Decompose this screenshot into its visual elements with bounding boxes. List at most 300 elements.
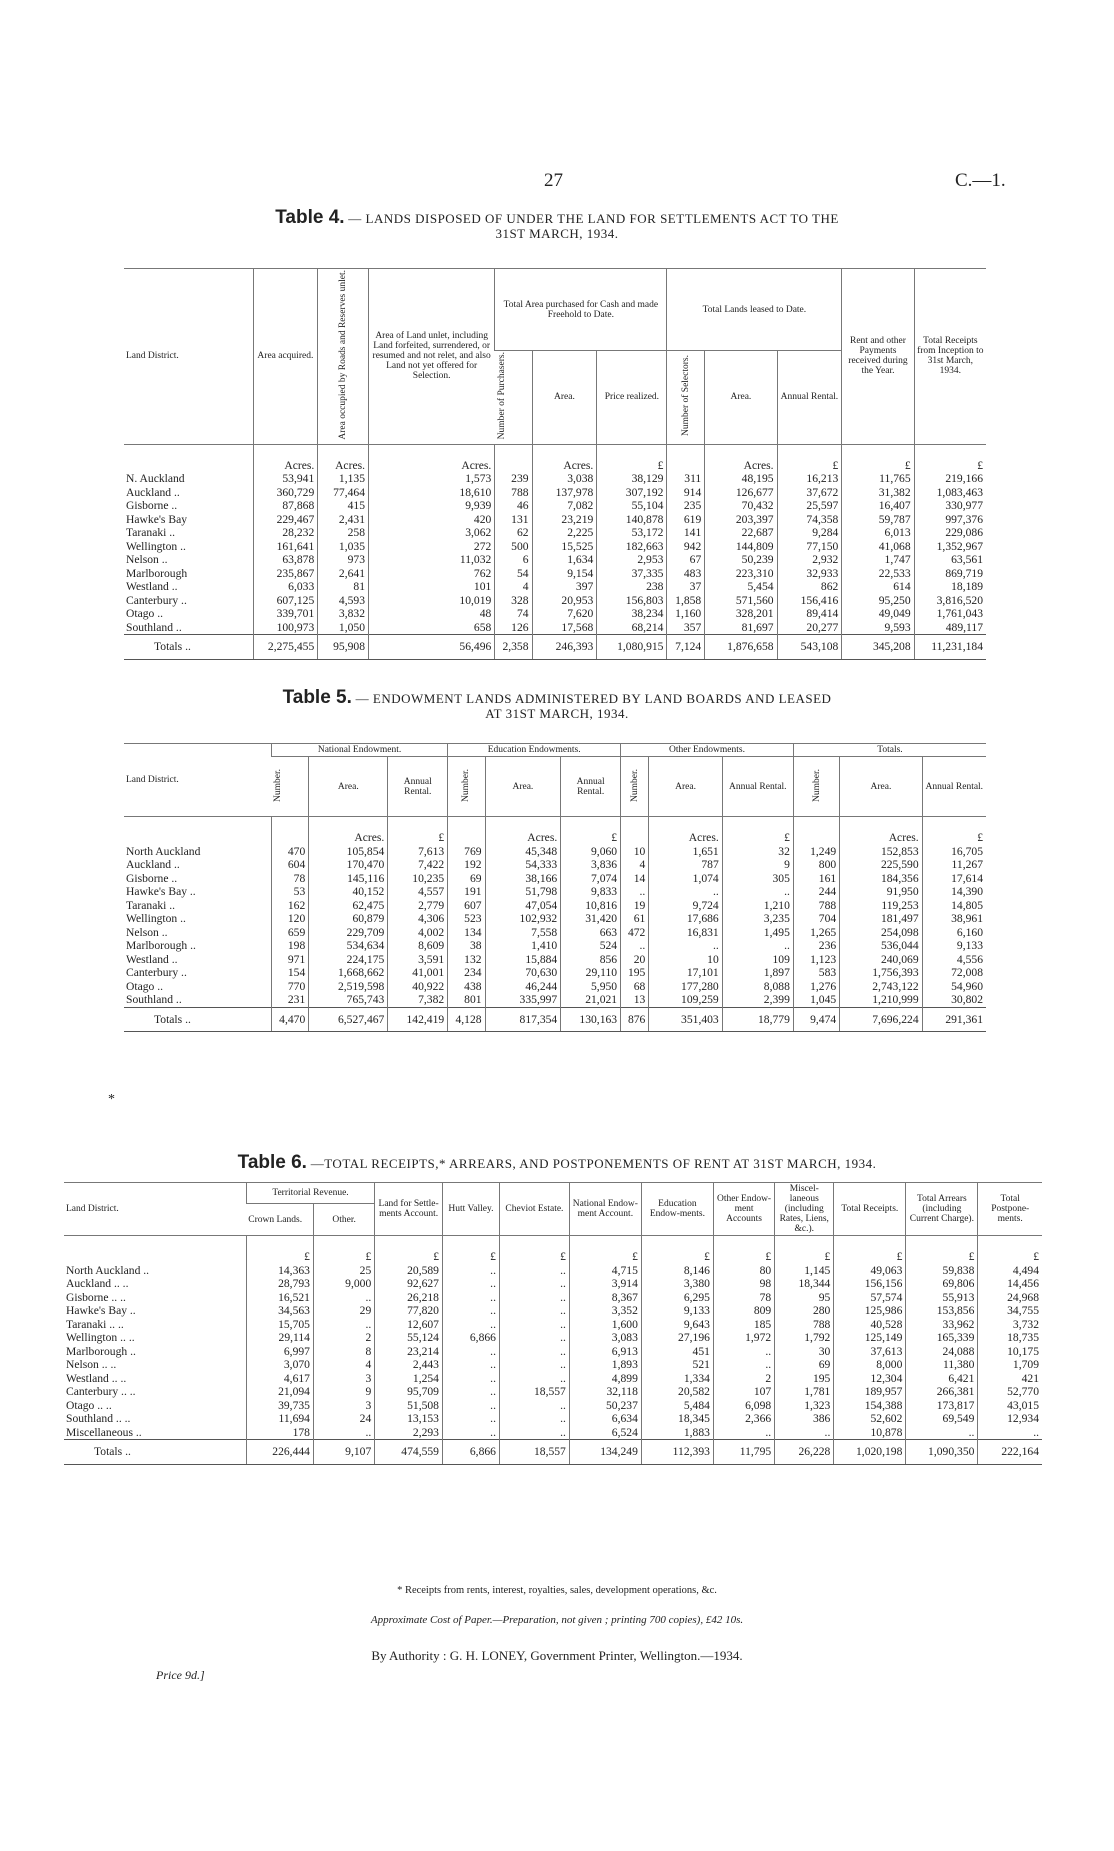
- table-cell: 1,210: [722, 899, 793, 913]
- district-cell: Gisborne ..: [126, 499, 178, 513]
- table-cell: 162: [271, 899, 308, 913]
- table-cell: 52,602: [834, 1412, 906, 1426]
- table-cell: 604: [271, 858, 308, 872]
- table-cell: 87,868: [253, 499, 318, 513]
- table-cell: 876: [621, 1007, 649, 1032]
- table-cell: 3,038: [532, 472, 597, 486]
- units-row: [64, 1236, 1042, 1264]
- table-row: [64, 1291, 1042, 1305]
- table-cell: 137,978: [532, 486, 597, 500]
- table-cell: 41,001: [388, 966, 448, 980]
- table-cell: 328: [495, 594, 532, 608]
- table-cell: 37,335: [597, 567, 667, 581]
- table-cell: ..: [649, 939, 722, 953]
- table-cell: 8: [313, 1345, 374, 1359]
- table-cell: 3,380: [641, 1277, 713, 1291]
- table-cell: 339,701: [253, 607, 318, 621]
- table-cell: 7,082: [532, 499, 597, 513]
- district-cell: Hawke's Bay ..: [126, 885, 196, 898]
- table-row: [124, 953, 986, 967]
- table-cell: 2,443: [375, 1358, 443, 1372]
- t6-head-total-receipts: Total Receipts.: [834, 1183, 906, 1236]
- table-cell: 29,114: [246, 1331, 313, 1345]
- table-cell: 451: [641, 1345, 713, 1359]
- table-row: [124, 526, 986, 540]
- table-cell: 1,249: [793, 845, 839, 859]
- table-cell: 38: [448, 939, 485, 953]
- table-cell: 4,556: [922, 953, 986, 967]
- totals-row: [64, 1440, 1042, 1465]
- table-cell: 3,352: [569, 1304, 641, 1318]
- t5-head-national-rental: Annual Rental.: [388, 757, 448, 817]
- table-cell: 607,125: [253, 594, 318, 608]
- t6-head-misc: Miscel-laneous (including Rates, Liens, &c.).: [775, 1183, 834, 1236]
- table-cell: 817,354: [485, 1007, 561, 1032]
- table-cell: 659: [271, 926, 308, 940]
- table5: [124, 743, 986, 1032]
- table-cell: 2,519,598: [309, 980, 388, 994]
- table-cell: 997,376: [914, 513, 986, 527]
- t6-head-other: Other.: [313, 1204, 374, 1236]
- table-cell: 30: [775, 1345, 834, 1359]
- table-row: [64, 1277, 1042, 1291]
- table-cell: 470: [271, 845, 308, 859]
- table-cell: 6,524: [569, 1426, 641, 1440]
- table-cell: 16,213: [777, 472, 842, 486]
- table-row: [124, 980, 986, 994]
- table-cell: 4,470: [271, 1007, 308, 1032]
- table-cell: 21,094: [246, 1385, 313, 1399]
- table-cell: 1,276: [793, 980, 839, 994]
- table-cell: 95,908: [318, 635, 369, 660]
- table-cell: 1,323: [775, 1399, 834, 1413]
- table-cell: £: [375, 1236, 443, 1264]
- table-cell: 3,914: [569, 1277, 641, 1291]
- table-cell: 1,050: [318, 621, 369, 635]
- table-cell: 235: [667, 499, 705, 513]
- t6-head-lfs: Land for Settle-ments Account.: [375, 1183, 443, 1236]
- table-cell: 33,962: [906, 1318, 978, 1332]
- table-cell: 704: [793, 912, 839, 926]
- table-cell: 2,641: [318, 567, 369, 581]
- table-cell: 156,156: [834, 1277, 906, 1291]
- table-cell: ..: [442, 1291, 499, 1305]
- table-cell: 54,960: [922, 980, 986, 994]
- table-cell: 161: [793, 872, 839, 886]
- table-cell: 9,724: [649, 899, 722, 913]
- table-cell: 10,878: [834, 1426, 906, 1440]
- table-cell: 6,421: [906, 1372, 978, 1386]
- table-cell: 53,172: [597, 526, 667, 540]
- table-cell: 10,019: [369, 594, 495, 608]
- table-cell: 130,163: [561, 1007, 621, 1032]
- table-cell: 126: [495, 621, 532, 635]
- table-cell: 177,280: [649, 980, 722, 994]
- table-cell: 330,977: [914, 499, 986, 513]
- table6-title-line1: —TOTAL RECEIPTS,* ARREARS, AND POSTPONEMENTS OF RENT AT 31ST MARCH, 1934.: [310, 1156, 877, 1171]
- table-cell: £: [246, 1236, 313, 1264]
- table6-label: Table 6.: [237, 1152, 307, 1173]
- t5-head-national: National Endowment.: [271, 744, 447, 757]
- table-cell: 571,560: [705, 594, 777, 608]
- table-row: [64, 1358, 1042, 1372]
- table-cell: 7,422: [388, 858, 448, 872]
- table-cell: 9,474: [793, 1007, 839, 1032]
- table-cell: 141: [667, 526, 705, 540]
- table-cell: 523: [448, 912, 485, 926]
- table-cell: 20,277: [777, 621, 842, 635]
- table-cell: 3: [313, 1399, 374, 1413]
- table-cell: ..: [442, 1358, 499, 1372]
- table-cell: ..: [722, 885, 793, 899]
- table-cell: 55,104: [597, 499, 667, 513]
- table-row: [64, 1331, 1042, 1345]
- table-cell: 20,589: [375, 1264, 443, 1278]
- t5-head-other: Other Endowments.: [621, 744, 794, 757]
- table-cell: 1,883: [641, 1426, 713, 1440]
- table-cell: 192: [448, 858, 485, 872]
- table-cell: 4,899: [569, 1372, 641, 1386]
- table-cell: 335,997: [485, 993, 561, 1007]
- t5-head-national-number: Number.: [273, 768, 284, 802]
- table-cell: 31,420: [561, 912, 621, 926]
- table-cell: 15,884: [485, 953, 561, 967]
- table-cell: 420: [369, 513, 495, 527]
- table-cell: 524: [561, 939, 621, 953]
- table-cell: 14: [621, 872, 649, 886]
- table-cell: 132: [448, 953, 485, 967]
- table-cell: 134,249: [569, 1440, 641, 1465]
- table4-title: [0, 207, 1114, 241]
- table-cell: 6,295: [641, 1291, 713, 1305]
- table-cell: 1,781: [775, 1385, 834, 1399]
- table-cell: 1,090,350: [906, 1440, 978, 1465]
- table-cell: ..: [775, 1426, 834, 1440]
- table-cell: 98: [713, 1277, 774, 1291]
- table-cell: 17,686: [649, 912, 722, 926]
- table-cell: 1,897: [722, 966, 793, 980]
- table-cell: 9: [722, 858, 793, 872]
- table-cell: 1,254: [375, 1372, 443, 1386]
- table-cell: 67: [667, 553, 705, 567]
- table-cell: 971: [271, 953, 308, 967]
- table-cell: 7,124: [667, 635, 705, 660]
- table-row: [124, 966, 986, 980]
- t6-head-postponements: Total Postpone-ments.: [978, 1183, 1042, 1236]
- table-cell: £: [499, 1236, 569, 1264]
- table-cell: £: [775, 1236, 834, 1264]
- district-cell: Miscellaneous ..: [66, 1425, 142, 1439]
- table-cell: 95: [775, 1291, 834, 1305]
- table-cell: 583: [793, 966, 839, 980]
- table-cell: 1,352,967: [914, 540, 986, 554]
- table-cell: 521: [641, 1358, 713, 1372]
- table-row: [124, 899, 986, 913]
- table-cell: 663: [561, 926, 621, 940]
- table-cell: 4,306: [388, 912, 448, 926]
- table-cell: 51,798: [485, 885, 561, 899]
- totals-row: [124, 1007, 986, 1032]
- table-cell: 246,393: [532, 635, 597, 660]
- table-cell: 3,070: [246, 1358, 313, 1372]
- margin-asterisk: *: [108, 1092, 115, 1107]
- table-cell: 14,805: [922, 899, 986, 913]
- table-cell: 219,166: [914, 472, 986, 486]
- table-cell: 26,218: [375, 1291, 443, 1305]
- table-cell: 1,858: [667, 594, 705, 608]
- units-row: [124, 444, 986, 472]
- table-cell: 69: [775, 1358, 834, 1372]
- table-cell: 15,705: [246, 1318, 313, 1332]
- table-cell: 51,508: [375, 1399, 443, 1413]
- table-cell: 862: [777, 580, 842, 594]
- table-row: [64, 1385, 1042, 1399]
- table-cell: 81,697: [705, 621, 777, 635]
- t4-head-purchasers: Number of Purchasers.: [496, 352, 507, 440]
- table-cell: 3,832: [318, 607, 369, 621]
- table-cell: 8,146: [641, 1264, 713, 1278]
- t5-head-education-area: Area.: [485, 757, 561, 817]
- table-cell: 19: [621, 899, 649, 913]
- table-cell: 4,593: [318, 594, 369, 608]
- table-cell: 13: [621, 993, 649, 1007]
- table-cell: 45,348: [485, 845, 561, 859]
- table-cell: 56,496: [369, 635, 495, 660]
- table-cell: 229,086: [914, 526, 986, 540]
- table-cell: 12,304: [834, 1372, 906, 1386]
- table-cell: 18,610: [369, 486, 495, 500]
- table-cell: ..: [713, 1358, 774, 1372]
- table-cell: 1,761,043: [914, 607, 986, 621]
- table-cell: 5,454: [705, 580, 777, 594]
- table-cell: ..: [313, 1291, 374, 1305]
- table-cell: 165,339: [906, 1331, 978, 1345]
- table-cell: 131: [495, 513, 532, 527]
- table-cell: 2: [713, 1372, 774, 1386]
- district-cell: Southland ..: [126, 993, 182, 1006]
- table-cell: 156,416: [777, 594, 842, 608]
- table-cell: 4,128: [448, 1007, 485, 1032]
- t5-head-education: Education Endowments.: [448, 744, 621, 757]
- table-cell: 9,154: [532, 567, 597, 581]
- table-cell: 2,743,122: [840, 980, 922, 994]
- district-cell: Canterbury ..: [126, 593, 187, 607]
- table-cell: 22,687: [705, 526, 777, 540]
- table-cell: ..: [442, 1277, 499, 1291]
- table-cell: 1,876,658: [705, 635, 777, 660]
- district-cell: Auckland .. ..: [66, 1277, 129, 1290]
- table-cell: £: [722, 817, 793, 845]
- table-cell: 266,381: [906, 1385, 978, 1399]
- table-row: [124, 926, 986, 940]
- table-row: [124, 845, 986, 859]
- table-cell: 942: [667, 540, 705, 554]
- table-cell: 2,932: [777, 553, 842, 567]
- table-cell: Acres.: [649, 817, 722, 845]
- table-cell: £: [978, 1236, 1042, 1264]
- t6-head-national: National Endow-ment Account.: [569, 1183, 641, 1236]
- table-cell: 18,344: [775, 1277, 834, 1291]
- footnote: * Receipts from rents, interest, royalties, sales, development operations, &c.: [397, 1585, 717, 1596]
- table-cell: 3,235: [722, 912, 793, 926]
- district-cell: Hawke's Bay: [126, 512, 188, 526]
- district-cell: Otago ..: [126, 607, 164, 621]
- t6-head-arrears: Total Arrears (including Current Charge).: [906, 1183, 978, 1236]
- table-cell: 101: [369, 580, 495, 594]
- table-cell: 3,836: [561, 858, 621, 872]
- table-cell: 18,345: [641, 1412, 713, 1426]
- table-cell: 18,779: [722, 1007, 793, 1032]
- table-cell: ..: [621, 885, 649, 899]
- table-row: [124, 513, 986, 527]
- table-cell: 38,961: [922, 912, 986, 926]
- table-cell: 421: [978, 1372, 1042, 1386]
- district-cell: Southland ..: [126, 620, 182, 634]
- table-cell: £: [914, 444, 986, 472]
- table-cell: 11,032: [369, 553, 495, 567]
- table-cell: 10,816: [561, 899, 621, 913]
- page-number: 27: [544, 170, 563, 191]
- table-cell: 1,709: [978, 1358, 1042, 1372]
- table-cell: 77,150: [777, 540, 842, 554]
- table-cell: 49,063: [834, 1264, 906, 1278]
- table-cell: ..: [442, 1412, 499, 1426]
- table-cell: 17,101: [649, 966, 722, 980]
- table-cell: 14,456: [978, 1277, 1042, 1291]
- table-cell: 11,795: [713, 1440, 774, 1465]
- table-cell: 6,013: [842, 526, 914, 540]
- table-cell: 72,008: [922, 966, 986, 980]
- table-cell: 11,765: [842, 472, 914, 486]
- t5-head-other-number: Number.: [629, 768, 640, 802]
- table-cell: 770: [271, 980, 308, 994]
- table-cell: 91,950: [840, 885, 922, 899]
- table-cell: 95,250: [842, 594, 914, 608]
- table-cell: 800: [793, 858, 839, 872]
- table-cell: 50,237: [569, 1399, 641, 1413]
- table-cell: 54,333: [485, 858, 561, 872]
- table-cell: 272: [369, 540, 495, 554]
- table-cell: 1,083,463: [914, 486, 986, 500]
- table-row: [64, 1345, 1042, 1359]
- table-cell: 152,853: [840, 845, 922, 859]
- table-cell: 973: [318, 553, 369, 567]
- table-cell: 856: [561, 953, 621, 967]
- table-cell: 351,403: [649, 1007, 722, 1032]
- district-cell: Nelson .. ..: [66, 1358, 117, 1371]
- table-cell: 156,803: [597, 594, 667, 608]
- district-cell: Westland .. ..: [66, 1371, 127, 1385]
- table-cell: 23,214: [375, 1345, 443, 1359]
- table-cell: 37,613: [834, 1345, 906, 1359]
- table-row: [124, 540, 986, 554]
- table-cell: 32,118: [569, 1385, 641, 1399]
- table-cell: 788: [793, 899, 839, 913]
- table-cell: 5,484: [641, 1399, 713, 1413]
- table-cell: 1,265: [793, 926, 839, 940]
- table-cell: 6,160: [922, 926, 986, 940]
- table-cell: 1,210,999: [840, 993, 922, 1007]
- table-cell: 305: [722, 872, 793, 886]
- t6-head-district: Land District.: [64, 1183, 246, 1236]
- table-cell: 18,557: [499, 1385, 569, 1399]
- table-cell: 15,525: [532, 540, 597, 554]
- table-cell: ..: [499, 1331, 569, 1345]
- table-cell: 107: [713, 1385, 774, 1399]
- table-cell: 77,820: [375, 1304, 443, 1318]
- table-cell: 1,410: [485, 939, 561, 953]
- table-cell: ..: [499, 1358, 569, 1372]
- cost-note: Approximate Cost of Paper.—Preparation, not given ; printing 700 copies), £42 10s.: [370, 1614, 744, 1626]
- table-cell: 9,060: [561, 845, 621, 859]
- table-cell: ..: [442, 1264, 499, 1278]
- table-cell: 27,196: [641, 1331, 713, 1345]
- district-cell: Otago ..: [126, 979, 164, 993]
- district-cell: Marlborough ..: [66, 1344, 136, 1358]
- table-cell: 223,310: [705, 567, 777, 581]
- table-cell: 195: [775, 1372, 834, 1386]
- table-row: [124, 939, 986, 953]
- table-cell: 11,380: [906, 1358, 978, 1372]
- table-cell: 10: [649, 953, 722, 967]
- table-cell: 2,779: [388, 899, 448, 913]
- table-cell: ..: [499, 1304, 569, 1318]
- table-cell: 229,467: [253, 513, 318, 527]
- table-cell: 16,831: [649, 926, 722, 940]
- table-row: [124, 553, 986, 567]
- table-cell: 2,366: [713, 1412, 774, 1426]
- table-cell: 3: [313, 1372, 374, 1386]
- table-cell: 39,735: [246, 1399, 313, 1413]
- district-cell: [124, 817, 271, 845]
- table-cell: 4,557: [388, 885, 448, 899]
- district-cell: Wellington .. ..: [66, 1331, 135, 1344]
- table-cell: 2,275,455: [253, 635, 318, 660]
- table-cell: 24,968: [978, 1291, 1042, 1305]
- table-cell: 619: [667, 513, 705, 527]
- table-cell: 89,414: [777, 607, 842, 621]
- table-cell: 869,719: [914, 567, 986, 581]
- table-cell: 195: [621, 966, 649, 980]
- table4-title-line1: — LANDS DISPOSED OF UNDER THE LAND FOR SETTLEMENTS ACT TO THE: [348, 211, 839, 226]
- district-cell: Otago .. ..: [66, 1398, 112, 1412]
- table-cell: 500: [495, 540, 532, 554]
- table-cell: 95,709: [375, 1385, 443, 1399]
- table-cell: 11,267: [922, 858, 986, 872]
- table-cell: 49,049: [842, 607, 914, 621]
- t5-head-totals-area: Area.: [840, 757, 922, 817]
- district-cell: Marlborough ..: [126, 939, 196, 952]
- table-cell: £: [777, 444, 842, 472]
- table-cell: 40,152: [309, 885, 388, 899]
- table-cell: 69,549: [906, 1412, 978, 1426]
- table-cell: 4,715: [569, 1264, 641, 1278]
- district-cell: Totals ..: [124, 1007, 271, 1032]
- table4: [124, 268, 986, 660]
- table-cell: 154: [271, 966, 308, 980]
- table-cell: 3,816,520: [914, 594, 986, 608]
- district-cell: Auckland ..: [126, 485, 180, 499]
- table-cell: 8,000: [834, 1358, 906, 1372]
- table-cell: ..: [713, 1426, 774, 1440]
- table-cell: 126,677: [705, 486, 777, 500]
- table-cell: 483: [667, 567, 705, 581]
- table-cell: 144,809: [705, 540, 777, 554]
- table-cell: 18,557: [499, 1440, 569, 1465]
- table-cell: 3,732: [978, 1318, 1042, 1332]
- table4-title-line2: 31ST MARCH, 1934.: [495, 226, 619, 241]
- table-cell: ..: [442, 1372, 499, 1386]
